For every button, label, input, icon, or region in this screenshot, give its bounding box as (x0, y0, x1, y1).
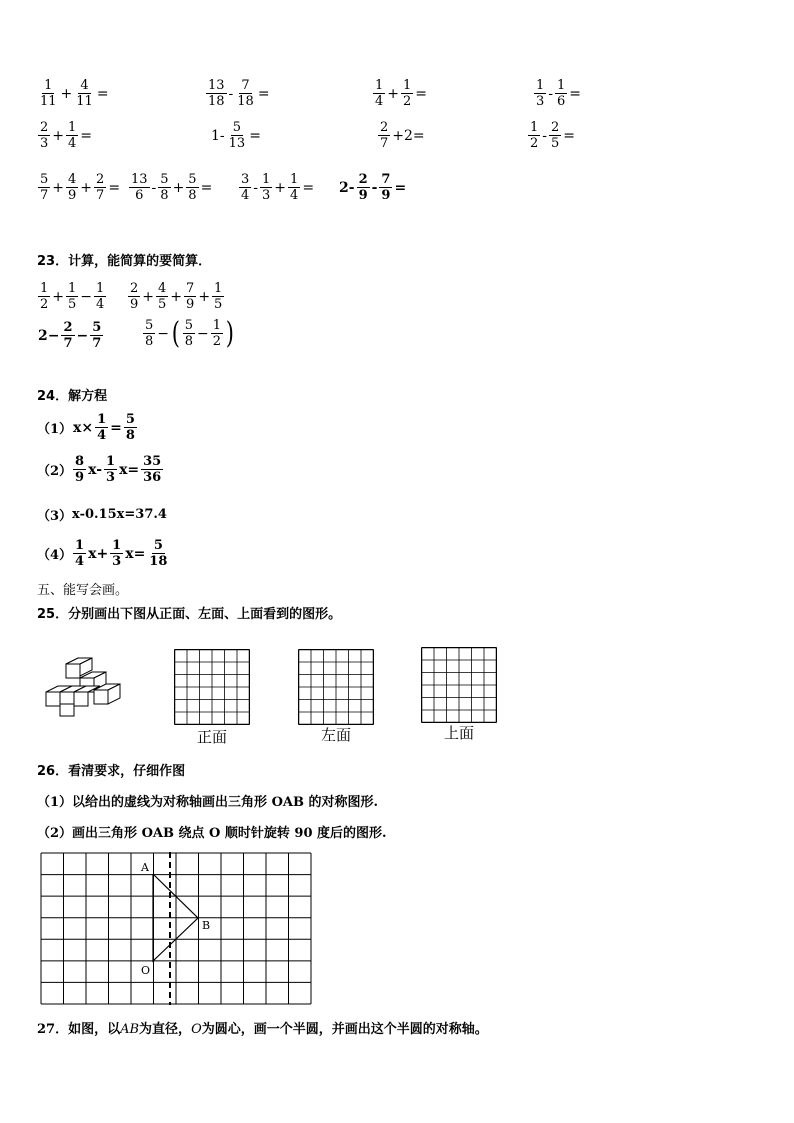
operator: = (110, 419, 122, 436)
fraction: $\frac{4}{11}$ (76, 78, 93, 109)
cube-face (66, 664, 80, 678)
fraction: $\frac{1}{3}$ (262, 172, 271, 203)
point-o-label: O (141, 964, 151, 977)
fraction: $\frac{1}{2}$ (212, 318, 222, 349)
fraction: $\frac{3}{4}$ (241, 172, 250, 203)
fraction: $\frac{5}{18}$ (149, 538, 168, 569)
operator: + (60, 85, 73, 102)
operator: 2− (38, 327, 60, 344)
operator: + (172, 179, 185, 196)
fraction: $\frac{2}{3}$ (40, 120, 49, 151)
q24-p4-eq (72, 538, 170, 569)
operator: = (569, 85, 582, 102)
q24-p1-eq (72, 412, 138, 443)
q26-grid[interactable] (40, 852, 312, 1005)
left-paren: ( (171, 315, 180, 351)
operator: − (197, 325, 209, 342)
cube-face (46, 692, 60, 706)
q24-p2 (37, 454, 164, 485)
operator: = (415, 85, 428, 102)
fraction: $\frac{1}{11}$ (40, 78, 57, 109)
operator: + (387, 85, 400, 102)
operator: − (80, 288, 93, 305)
operator: − (76, 327, 89, 344)
q23-e4 (142, 315, 236, 351)
q27-ab: AB (120, 1022, 140, 1037)
fraction: $\frac{5}{8}$ (125, 412, 135, 443)
q24-p2-label: （2） (37, 464, 73, 479)
operator: - (228, 85, 234, 102)
q24-p2-eq (72, 454, 164, 485)
fraction: $\frac{1}{5}$ (214, 281, 223, 312)
fraction: $\frac{1}{3}$ (536, 78, 545, 109)
q24-p1 (37, 412, 138, 443)
fraction: $\frac{2}{9}$ (358, 172, 368, 203)
fraction: $\frac{2}{7}$ (96, 172, 105, 203)
fraction: $\frac{5}{8}$ (188, 172, 197, 203)
oral-r1-4 (533, 78, 582, 109)
oral-r1-2 (205, 78, 271, 109)
caption-left: 左面 (320, 726, 351, 744)
fraction: $\frac{5}{7}$ (40, 172, 49, 203)
fraction: $\frac{5}{7}$ (92, 320, 102, 351)
fraction: $\frac{2}{9}$ (130, 281, 139, 312)
fraction: $\frac{5}{8}$ (160, 172, 169, 203)
fraction: $\frac{5}{8}$ (184, 318, 194, 349)
oral-r2-2 (210, 120, 262, 151)
grid-front[interactable] (174, 649, 250, 725)
operator: = (563, 127, 576, 144)
fraction: $\frac{7}{9}$ (381, 172, 391, 203)
operator: x× (73, 419, 94, 436)
fraction: $\frac{5}{8}$ (145, 318, 154, 349)
fraction: $\frac{1}{4}$ (75, 538, 85, 569)
cube-face (94, 690, 108, 704)
grid-left[interactable] (298, 649, 374, 725)
operator: - (542, 127, 548, 144)
fraction: $\frac{4}{5}$ (158, 281, 167, 312)
operator: 2- (339, 179, 355, 196)
operator: - (151, 179, 157, 196)
fraction: $\frac{1}{2}$ (530, 120, 539, 151)
fraction: $\frac{2}{5}$ (551, 120, 560, 151)
fraction: $\frac{1}{4}$ (97, 412, 107, 443)
operator: + (52, 288, 65, 305)
operator: x= (125, 545, 146, 562)
fraction: $\frac{1}{4}$ (96, 281, 105, 312)
operator: - (548, 85, 554, 102)
fraction: $\frac{1}{3}$ (112, 538, 122, 569)
oral-r2-3 (377, 120, 426, 151)
cube-face (74, 692, 88, 706)
fraction: $\frac{5}{13}$ (228, 120, 246, 151)
fraction: $\frac{2}{7}$ (63, 320, 73, 351)
grid-top[interactable] (421, 647, 497, 723)
operator: x+ (88, 545, 109, 562)
operator: = (257, 85, 270, 102)
operator: +2= (392, 127, 425, 144)
fraction: $\frac{13}{6}$ (131, 172, 148, 203)
operator: + (52, 179, 65, 196)
fraction: $\frac{1}{2}$ (40, 281, 49, 312)
operator: = (249, 127, 261, 144)
oral-r3-2 (128, 172, 213, 203)
operator: + (170, 288, 183, 305)
q23-e1 (37, 281, 107, 312)
q25-title: 25．分别画出下图从正面、左面、上面看到的图形。 (37, 607, 342, 622)
fraction: $\frac{2}{7}$ (380, 120, 389, 151)
point-b-label: B (202, 919, 211, 932)
operator: = (96, 85, 109, 102)
operator: = (80, 127, 93, 144)
q23-e4-inner (182, 318, 224, 349)
right-paren: ) (225, 315, 234, 351)
fraction: $\frac{1}{6}$ (557, 78, 566, 109)
operator: = (394, 179, 407, 196)
fraction: $\frac{1}{3}$ (106, 454, 116, 485)
section-5: 五、能写会画。 (37, 583, 129, 598)
fraction: $\frac{7}{9}$ (186, 281, 195, 312)
operator: 1- (211, 127, 225, 144)
q27-o: O (191, 1022, 202, 1037)
q27-mid2: 为圆心，画一个半圆，并画出这个半圆的对称轴。 (201, 1022, 488, 1037)
fraction: $\frac{35}{36}$ (143, 454, 162, 485)
oral-r3-3 (238, 172, 315, 203)
q24-p4-label: （4） (37, 548, 73, 563)
fraction: $\frac{1}{2}$ (403, 78, 412, 109)
operator: + (80, 179, 93, 196)
operator: - (253, 179, 259, 196)
operator: = (108, 179, 121, 196)
q27-text (37, 1018, 488, 1037)
q23-title: 23．计算，能简算的要简算． (37, 254, 212, 269)
q24-p3-label: （3） (37, 509, 73, 524)
caption-front: 正面 (196, 728, 227, 746)
oral-r2-1 (37, 120, 93, 151)
fraction: $\frac{1}{5}$ (68, 281, 77, 312)
operator: + (198, 288, 211, 305)
point-a-label: A (141, 861, 149, 874)
q24-title: 24．解方程 (37, 389, 108, 404)
cube-stack-figure (44, 656, 122, 718)
q23-e4-head (142, 318, 170, 349)
operator: = (302, 179, 315, 196)
fraction: $\frac{1}{4}$ (68, 120, 77, 151)
q24-p1-label: （1） (37, 422, 73, 437)
fraction: $\frac{1}{4}$ (290, 172, 299, 203)
fraction: $\frac{7}{18}$ (237, 78, 254, 109)
q27-mid1: 为直径， (139, 1022, 192, 1037)
operator: − (157, 325, 170, 342)
operator: x= (119, 461, 140, 478)
q26-step1: （1）以给出的虚线为对称轴画出三角形 OAB 的对称图形. (37, 795, 379, 810)
caption-top: 上面 (443, 724, 474, 742)
oral-r1-3 (372, 78, 428, 109)
operator: + (52, 127, 65, 144)
operator: - (371, 179, 378, 196)
q24-p3 (37, 505, 167, 524)
q24-p4 (37, 538, 170, 569)
q26-step2: （2）画出三角形 OAB 绕点 O 顺时针旋转 90 度后的图形. (37, 826, 387, 841)
oral-r3-1 (37, 172, 121, 203)
cube-face (60, 704, 74, 716)
q26-title: 26．看清要求，仔细作图 (37, 764, 186, 779)
operator: = (200, 179, 213, 196)
operator: x- (88, 461, 103, 478)
q23-e3 (37, 320, 104, 351)
fraction: $\frac{1}{4}$ (375, 78, 384, 109)
oral-r2-4 (527, 120, 576, 151)
fraction: $\frac{4}{9}$ (68, 172, 77, 203)
q27-pre: 27．如图，以 (37, 1022, 121, 1037)
q23-e2 (127, 281, 225, 312)
fraction: $\frac{13}{18}$ (208, 78, 225, 109)
operator: + (274, 179, 287, 196)
oral-r3-4 (338, 172, 407, 203)
fraction: $\frac{8}{9}$ (75, 454, 85, 485)
oral-r1-1 (37, 78, 110, 109)
operator: + (142, 288, 155, 305)
q24-p3-eq: x-0.15x=37.4 (72, 507, 167, 522)
